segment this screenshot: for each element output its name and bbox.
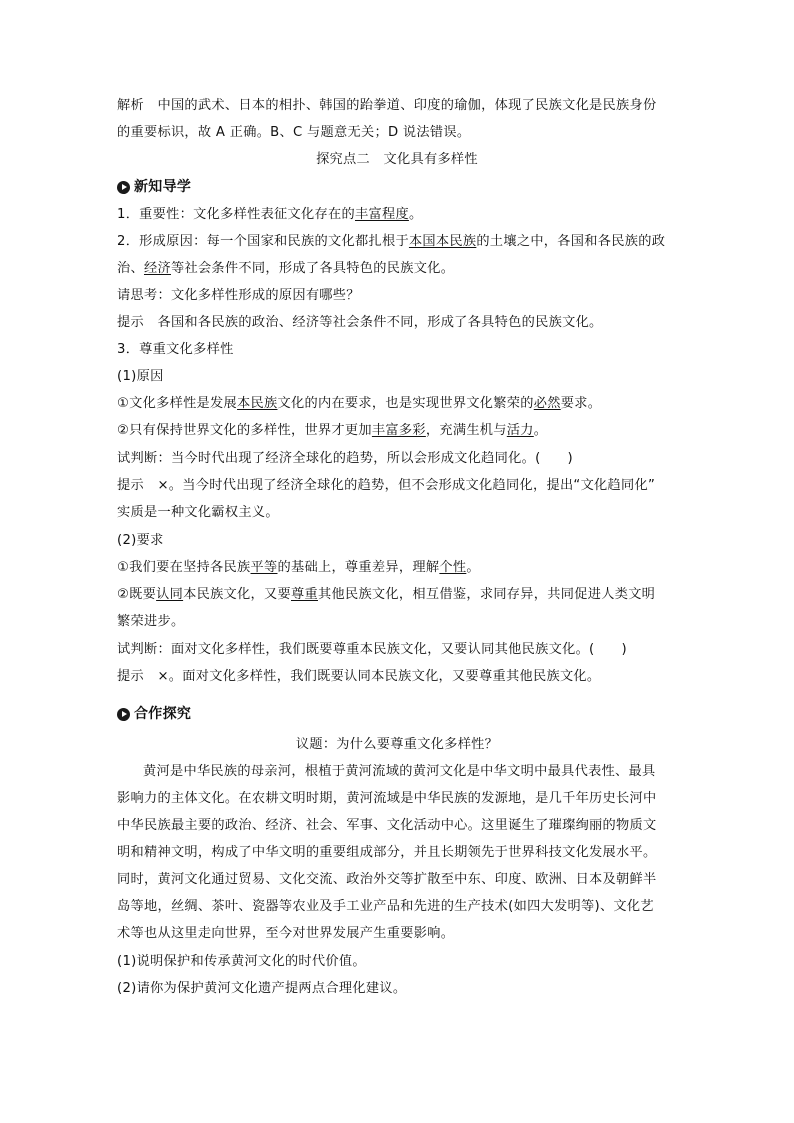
text: 本民族文化，又要 xyxy=(183,587,291,602)
judge-2-hint: 提示 ×。面对文化多样性，我们既要认同本民族文化，又要尊重其他民族文化。 xyxy=(117,669,601,684)
requirement-1 xyxy=(117,558,683,578)
underlined-answer: 平等 xyxy=(250,560,278,575)
underlined-answer: 必然 xyxy=(533,396,561,411)
text: 1．重要性：文化多样性表征文化存在的 xyxy=(117,207,355,222)
judge-1-hint-a: 提示 ×。当今时代出现了经济全球化的趋势，但不会形成文化趋同化，提出“文化趋同化” xyxy=(117,478,656,493)
paragraph-line: 同时，黄河文化通过贸易、文化交流、政治外交等扩散至中东、印度、欧洲、日本及朝鲜半 xyxy=(117,872,657,887)
judge-1: 试判断：当今时代出现了经济全球化的趋势，所以会形成文化趋同化。( ) xyxy=(117,451,573,466)
text: 文化的内在要求，也是实现世界文化繁荣的 xyxy=(277,396,534,411)
underlined-answer: 本民族 xyxy=(237,396,278,411)
text: 。 xyxy=(466,560,480,575)
reason-2 xyxy=(117,421,683,441)
guide-item-1 xyxy=(117,205,683,225)
text: ①我们要在坚持各民族 xyxy=(117,560,251,575)
paragraph-line: 岛等地，丝绸、茶叶、瓷器等农业及手工业产品和先进的生产技术(如四大发明等)、文化艺 xyxy=(117,899,654,914)
paragraph-line: 影响力的主体文化。在农耕文明时期，黄河流域是中华民族的发源地，是几千年历史长河中 xyxy=(117,791,657,806)
underlined-answer: 个性 xyxy=(439,560,467,575)
text: 。 xyxy=(408,207,423,222)
paragraph-line: 术等也从这里走向世界，至今对世界发展产生重要影响。 xyxy=(117,926,455,941)
paragraph-line: 明和精神文明，构成了中华文明的重要组成部分，并且长期领先于世界科技文化发展水平。 xyxy=(117,845,657,860)
underlined-answer: 尊重 xyxy=(291,587,318,602)
requirement-label: (2)要求 xyxy=(117,533,164,548)
guide-heading xyxy=(117,177,683,197)
text: 2．形成原因：每一个国家和民族的文化都扎根于 xyxy=(117,234,409,249)
judge-2: 试判断：面对文化多样性，我们既要尊重本民族文化，又要认同其他民族文化。( ) xyxy=(117,642,627,657)
think-hint: 提示 各国和各民族的政治、经济等社会条件不同，形成了各具特色的民族文化。 xyxy=(117,315,603,330)
text: 的基础上，尊重差异，理解 xyxy=(277,560,440,575)
underlined-answer: 丰富多彩 xyxy=(371,423,426,438)
requirement-2a xyxy=(117,585,683,605)
guide-heading-text: 新知导学 xyxy=(134,179,192,195)
underlined-answer: 丰富程度 xyxy=(354,207,409,222)
underlined-answer: 活力 xyxy=(506,423,534,438)
coop-heading-text: 合作探究 xyxy=(134,706,192,722)
text: 其他民族文化，相互借鉴，求同存异，共同促进人类文明 xyxy=(317,587,656,602)
text: 要求。 xyxy=(560,396,602,411)
text: ②既要 xyxy=(117,587,157,602)
paragraph-line: 黄河是中华民族的母亲河，根植于黄河流域的黄河文化是中华文明中最具代表性、最具 xyxy=(143,764,656,779)
text: ②只有保持世界文化的多样性，世界才更加 xyxy=(117,423,372,438)
question-1: (1)说明保护和传承黄河文化的时代价值。 xyxy=(117,954,366,969)
text: ，充满生机与 xyxy=(425,423,507,438)
guide-item-2a xyxy=(117,232,683,252)
reason-1 xyxy=(117,394,683,414)
play-circle-icon xyxy=(117,708,130,721)
text: 的土壤之中，各国和各民族的政 xyxy=(476,234,666,249)
think-question: 请思考：文化多样性形成的原因有哪些？ xyxy=(117,288,360,303)
underlined-answer: 本国本民族 xyxy=(408,234,477,249)
guide-item-2b xyxy=(117,259,683,279)
play-circle-icon xyxy=(117,181,130,194)
coop-heading xyxy=(117,704,683,724)
text: 等社会条件不同，形成了各具特色的民族文化。 xyxy=(170,261,455,276)
topic-title: 议题：为什么要尊重文化多样性？ xyxy=(295,737,499,752)
section-title: 探究点二 文化具有多样性 xyxy=(316,152,478,167)
text: 。 xyxy=(533,423,548,438)
paragraph-line: 中华民族最主要的政治、经济、社会、军事、文化活动中心。这里诞生了璀璨绚丽的物质文 xyxy=(117,818,657,833)
judge-1-hint-b: 实质是一种文化霸权主义。 xyxy=(117,505,279,520)
requirement-2b: 繁荣进步。 xyxy=(117,614,185,629)
underlined-answer: 认同 xyxy=(156,587,184,602)
text: ①文化多样性是发展 xyxy=(117,396,238,411)
text: 治、 xyxy=(117,261,144,276)
underlined-answer: 经济 xyxy=(143,261,171,276)
guide-item-3: 3．尊重文化多样性 xyxy=(117,342,234,357)
analysis-line-2: 的重要标识，故 A 正确。B、C 与题意无关；D 说法错误。 xyxy=(117,125,471,140)
analysis-line-1: 解析 中国的武术、日本的相扑、韩国的跆拳道、印度的瑜伽，体现了民族文化是民族身份 xyxy=(117,98,657,113)
reason-label: (1)原因 xyxy=(117,369,164,384)
question-2: (2)请你为保护黄河文化遗产提两点合理化建议。 xyxy=(117,981,407,996)
